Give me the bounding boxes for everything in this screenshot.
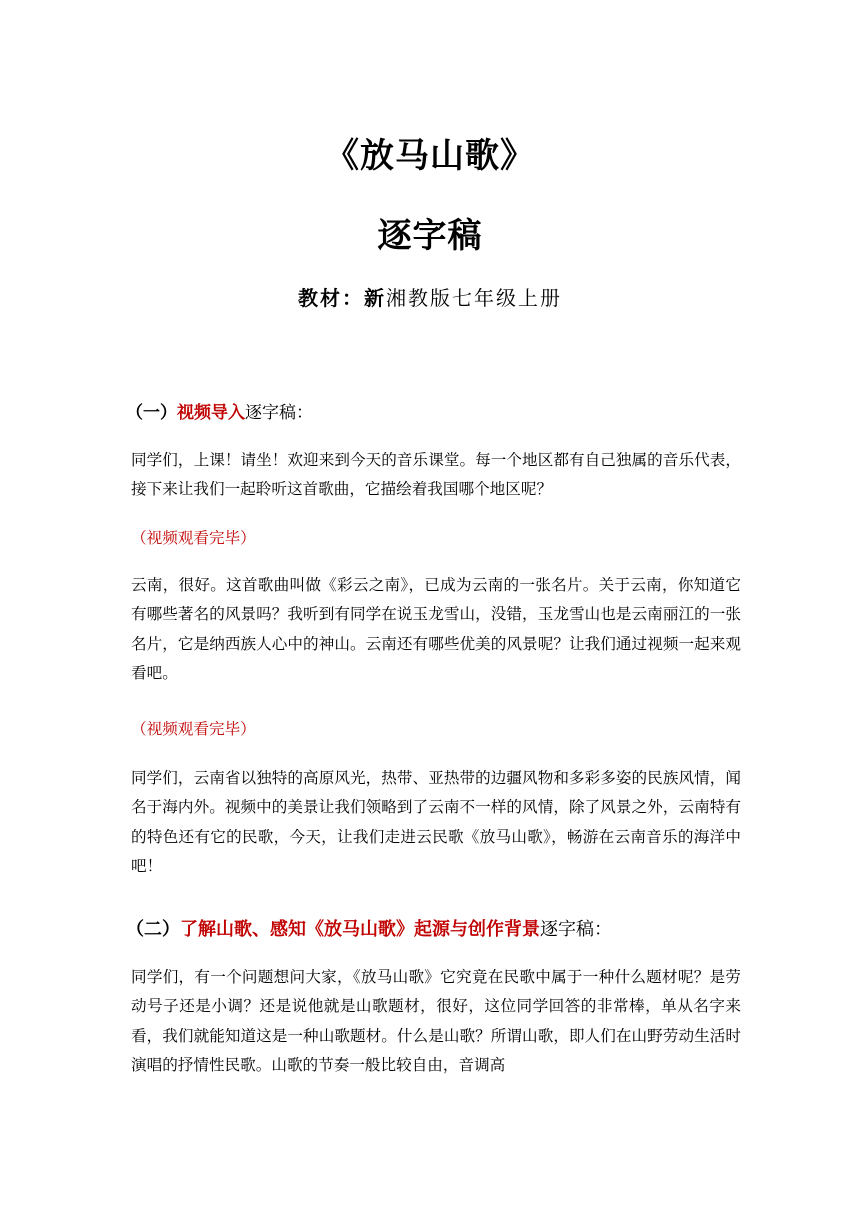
textbook-label: 教材： — [298, 286, 364, 310]
video-note: （视频观看完毕） — [131, 529, 256, 547]
section-suffix: 逐字稿： — [245, 403, 313, 423]
paragraph: 同学们，有一个问题想问大家，《放马山歌》它究竟在民歌中属于一种什么题材呢？是劳动号子还是小调？还是说他就是山歌题材，很好，这位同学回答的非常棒，单从名字来看，我们就能知道这是一种山歌题材。什么是山歌？所谓山歌，即人们在山野劳动生活时演唱的抒情性民歌。山歌的节奏一般比较自由，音调高 — [131, 968, 741, 1074]
section-heading-2 — [126, 915, 746, 941]
section-number: （二） — [126, 919, 180, 940]
textbook-first-char: 新 — [364, 286, 386, 310]
paragraph: 同学们，上课！请坐！欢迎来到今天的音乐课堂。每一个地区都有自己独属的音乐代表，接下来让我们一起聆听这首歌曲，它描绘着我国哪个地区呢？ — [131, 451, 741, 499]
textbook-line — [0, 282, 860, 311]
paragraph: 云南，很好。这首歌曲叫做《彩云之南》，已成为云南的一张名片。关于云南，你知道它有哪些著名的风景吗？我听到有同学在说玉龙雪山，没错，玉龙雪山也是云南丽江的一张名片，它是纳西族人心中的神山。云南还有哪些优美的风景呢？让我们通过视频一起来观看吧。 — [131, 576, 741, 682]
section-topic: 视频导入 — [177, 403, 245, 423]
section-suffix: 逐字稿： — [540, 919, 612, 940]
section-number: （一） — [126, 403, 177, 423]
paragraph: 同学们，云南省以独特的高原风光，热带、亚热带的边疆风物和多彩多姿的民族风情，闻名于海内外。视频中的美景让我们领略到了云南不一样的风情，除了风景之外，云南特有的特色还有它的民歌，今天，让我们走进云民歌《放马山歌》，畅游在云南音乐的海洋中吧！ — [131, 769, 741, 875]
section-topic: 了解山歌、感知《放马山歌》起源与创作背景 — [180, 919, 540, 940]
document-subtitle: 逐字稿 — [377, 216, 483, 256]
video-note: （视频观看完毕） — [131, 720, 256, 738]
section-heading-1 — [126, 398, 746, 423]
textbook-name: 湘教版七年级上册 — [386, 286, 562, 310]
document-title: 《放马山歌》 — [325, 136, 535, 176]
